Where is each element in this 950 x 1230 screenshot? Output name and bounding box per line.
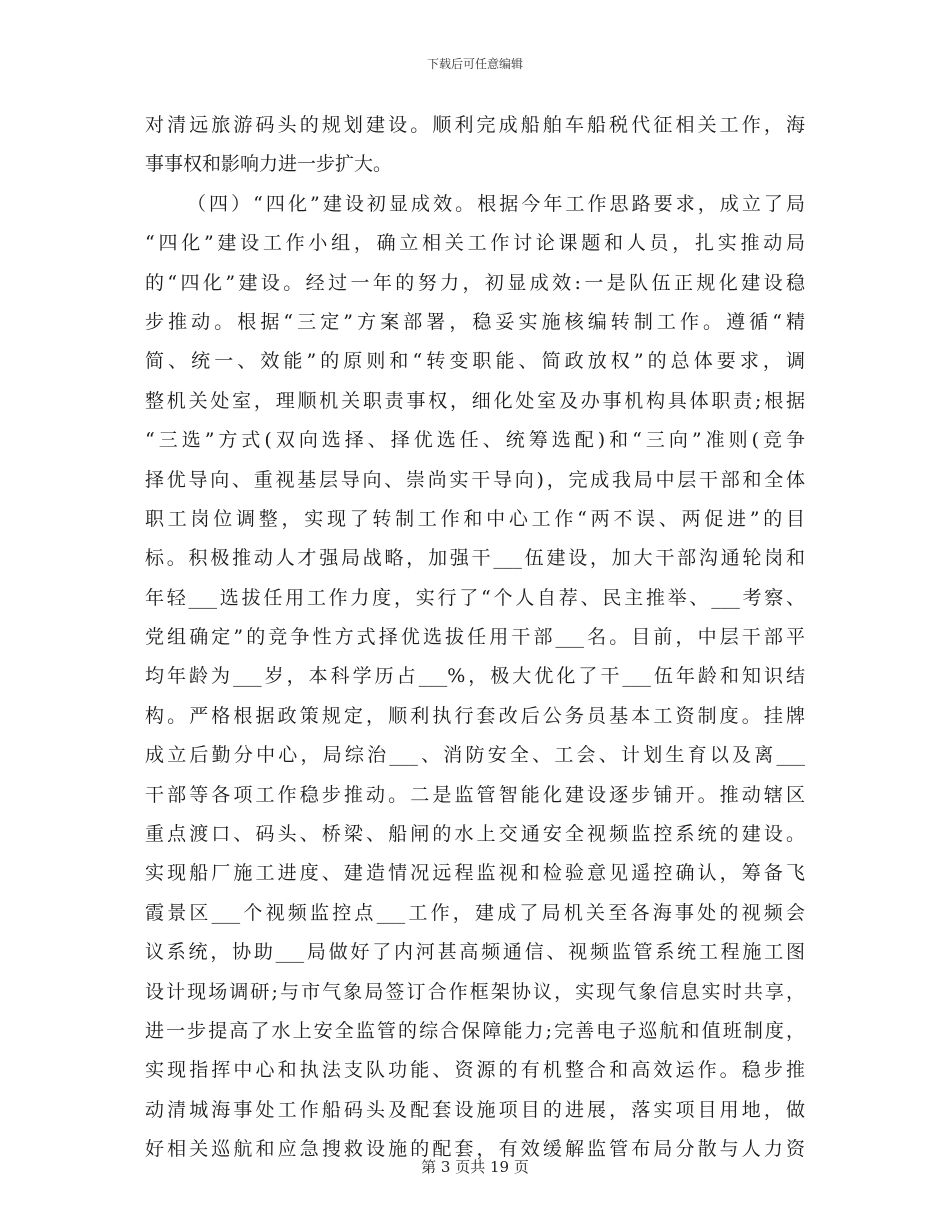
text-line: 年轻___选拔任用工作力度，实行了“个人自荐、民主推举、___考察、 <box>145 586 805 609</box>
text-line: 重点渡口、码头、桥梁、船闸的水上交通安全视频监控系统的建设。 <box>145 823 805 846</box>
page-header-note: 下载后可任意编辑 <box>426 57 523 71</box>
text-line: “四化”建设工作小组，确立相关工作讨论课题和人员，扎实推动局 <box>145 232 805 255</box>
text-line: 党组确定”的竞争性方式择优选拔任用干部___名。目前，中层干部平 <box>145 626 805 649</box>
text-line: 择优导向、重视基层导向、崇尚实干导向)，完成我局中层干部和全体 <box>145 468 805 491</box>
text-line: 动清城海事处工作船码头及配套设施项目的进展，落实项目用地，做 <box>145 1098 805 1121</box>
text-line: 均年龄为___岁，本科学历占___%，极大优化了干___伍年龄和知识结 <box>145 665 805 688</box>
text-line: 的“四化”建设。经过一年的努力，初显成效:一是队伍正规化建设稳 <box>145 271 805 294</box>
text-line: 设计现场调研;与市气象局签订合作框架协议，实现气象信息实时共享， <box>145 980 805 1003</box>
text-line: 进一步提高了水上安全监管的综合保障能力;完善电子巡航和值班制度， <box>145 1019 805 1042</box>
text-line: 步推动。根据“三定”方案部署，稳妥实施核编转制工作。遵循“精 <box>145 310 805 333</box>
text-line: 事事权和影响力进一步扩大。 <box>145 153 393 176</box>
text-line: （四）“四化”建设初显成效。根据今年工作思路要求，成立了局 <box>187 192 805 215</box>
text-line: 议系统，协助___局做好了内河甚高频通信、视频监管系统工程施工图 <box>145 941 805 964</box>
text-line: 干部等各项工作稳步推动。二是监管智能化建设逐步铺开。推动辖区 <box>145 783 805 806</box>
text-line: 整机关处室，理顺机关职责事权，细化处室及办事机构具体职责;根据 <box>145 389 805 412</box>
text-line: 实现船厂施工进度、建造情况远程监视和检验意见遥控确认，筹备飞 <box>145 862 805 885</box>
text-line: 成立后勤分中心，局综治___、消防安全、工会、计划生育以及离___ <box>145 744 805 767</box>
text-line: 霞景区___个视频监控点___工作，建成了局机关至各海事处的视频会 <box>145 901 805 924</box>
text-line: 实现指挥中心和执法支队功能、资源的有机整合和高效运作。稳步推 <box>145 1059 805 1082</box>
text-line: “三选”方式(双向选择、择优选任、统筹选配)和“三向”准则(竞争 <box>145 429 805 452</box>
text-line: 标。积极推动人才强局战略，加强干___伍建设，加大干部沟通轮岗和 <box>145 547 805 570</box>
text-line: 对清远旅游码头的规划建设。顺利完成船舶车船税代征相关工作，海 <box>145 114 805 136</box>
text-line: 好相关巡航和应急搜救设施的配套，有效缓解监管布局分散与人力资 <box>145 1138 805 1161</box>
page-footer-number: 第 3 页共 19 页 <box>421 1158 529 1176</box>
text-line: 构。严格根据政策规定，顺利执行套改后公务员基本工资制度。挂牌 <box>145 704 805 727</box>
document-body <box>145 106 805 1170</box>
text-line: 职工岗位调整，实现了转制工作和中心工作“两不误、两促进”的目 <box>145 507 805 530</box>
text-line: 简、统一、效能”的原则和“转变职能、简政放权”的总体要求，调 <box>145 350 805 373</box>
